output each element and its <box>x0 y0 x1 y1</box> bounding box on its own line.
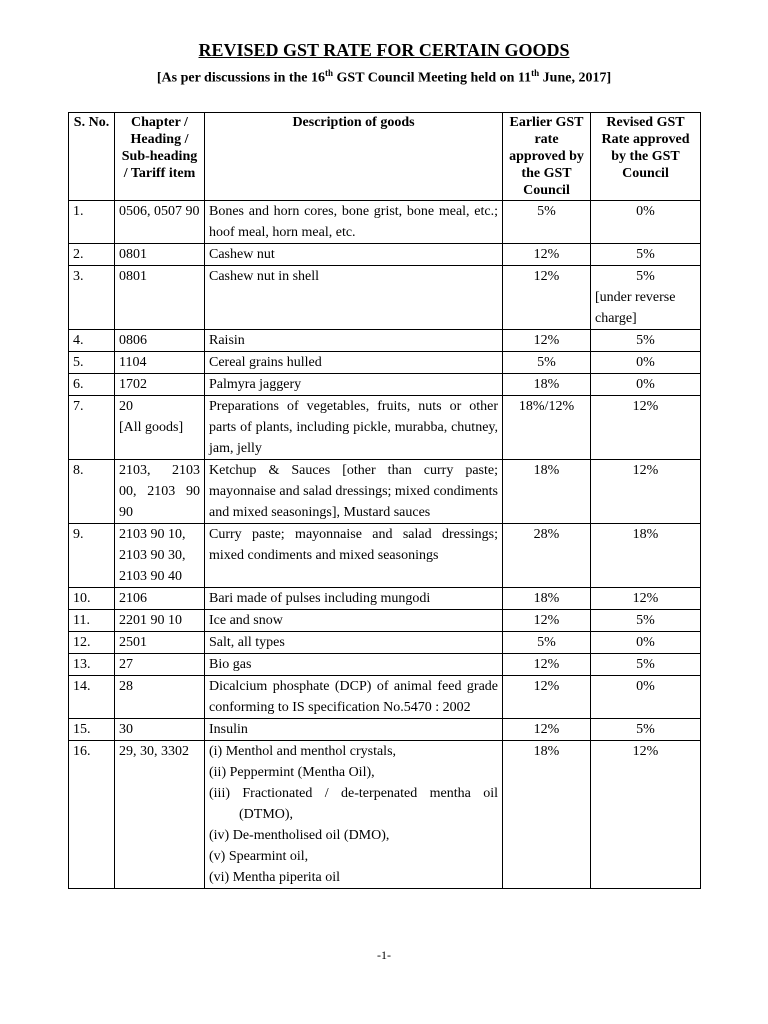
cell-description: Raisin <box>205 330 503 352</box>
cell-sno: 3. <box>69 266 115 330</box>
cell-sno: 7. <box>69 396 115 460</box>
cell-sno: 9. <box>69 524 115 588</box>
cell-description: Preparations of vegetables, fruits, nuts or other parts of plants, including pickle, murabba, chutney, jam, jelly <box>205 396 503 460</box>
table-header-row <box>69 113 701 201</box>
cell-description <box>205 741 503 889</box>
cell-earlier-rate: 12% <box>503 610 591 632</box>
cell-chapter <box>115 396 205 460</box>
table-row <box>69 719 701 741</box>
page-number: -1- <box>377 948 391 962</box>
cell-description: Cereal grains hulled <box>205 352 503 374</box>
table-row <box>69 654 701 676</box>
cell-description: Bari made of pulses including mungodi <box>205 588 503 610</box>
cell-description: Salt, all types <box>205 632 503 654</box>
list-item: (iv) De-mentholised oil (DMO), <box>209 828 390 843</box>
cell-chapter: 0801 <box>115 244 205 266</box>
cell-chapter: 1104 <box>115 352 205 374</box>
header-earlier-rate: Earlier GST rate approved by the GST Council <box>503 113 591 201</box>
document-title: REVISED GST RATE FOR CERTAIN GOODS <box>198 40 570 60</box>
table-row <box>69 632 701 654</box>
gst-rate-table <box>68 112 701 889</box>
header-revised-rate: Revised GST Rate approved by the GST Council <box>591 113 701 201</box>
table-row <box>69 741 701 889</box>
cell-chapter: 0506, 0507 90 <box>115 201 205 244</box>
cell-sno: 2. <box>69 244 115 266</box>
cell-earlier-rate: 5% <box>503 352 591 374</box>
header-description: Description of goods <box>205 113 503 201</box>
chapter-scope: [All goods] <box>119 420 184 435</box>
cell-sno: 11. <box>69 610 115 632</box>
cell-chapter: 0806 <box>115 330 205 352</box>
cell-revised-rate: 12% <box>591 396 701 460</box>
cell-chapter: 30 <box>115 719 205 741</box>
cell-revised-rate: 0% <box>591 201 701 244</box>
cell-chapter: 27 <box>115 654 205 676</box>
cell-earlier-rate: 28% <box>503 524 591 588</box>
cell-revised-rate: 12% <box>591 741 701 889</box>
list-item: (vi) Mentha piperita oil <box>209 870 341 885</box>
cell-description: Palmyra jaggery <box>205 374 503 396</box>
table-row <box>69 244 701 266</box>
table-row <box>69 610 701 632</box>
table-row <box>69 460 701 524</box>
cell-description: Dicalcium phosphate (DCP) of animal feed grade conforming to IS specification No.5470 : 2002 <box>205 676 503 719</box>
cell-revised-rate: 12% <box>591 588 701 610</box>
table-row <box>69 266 701 330</box>
cell-revised-rate: 18% <box>591 524 701 588</box>
cell-sno: 15. <box>69 719 115 741</box>
cell-revised-rate: 5% <box>591 719 701 741</box>
table-row <box>69 374 701 396</box>
cell-revised-rate: 0% <box>591 374 701 396</box>
cell-chapter: 0801 <box>115 266 205 330</box>
cell-description: Cashew nut in shell <box>205 266 503 330</box>
cell-description: Curry paste; mayonnaise and salad dressings; mixed condiments and mixed seasonings <box>205 524 503 588</box>
cell-sno: 13. <box>69 654 115 676</box>
list-item: (ii) Peppermint (Mentha Oil), <box>209 765 375 780</box>
cell-description: Cashew nut <box>205 244 503 266</box>
cell-chapter: 2201 90 10 <box>115 610 205 632</box>
table-row <box>69 201 701 244</box>
list-item: (iii) Fractionated / de-terpenated mentha oil (DTMO), <box>209 786 498 822</box>
cell-chapter: 2103 90 10, 2103 90 30, 2103 90 40 <box>115 524 205 588</box>
cell-chapter: 2103, 2103 00, 2103 90 90 <box>115 460 205 524</box>
cell-earlier-rate: 12% <box>503 244 591 266</box>
cell-earlier-rate: 18% <box>503 374 591 396</box>
cell-earlier-rate: 18% <box>503 460 591 524</box>
cell-earlier-rate: 12% <box>503 330 591 352</box>
cell-revised-rate: 5% <box>591 654 701 676</box>
cell-sno: 14. <box>69 676 115 719</box>
cell-revised-rate: 5% <box>591 244 701 266</box>
revised-rate-value: 5% <box>636 269 655 284</box>
cell-sno: 8. <box>69 460 115 524</box>
cell-earlier-rate: 5% <box>503 632 591 654</box>
cell-sno: 16. <box>69 741 115 889</box>
cell-sno: 10. <box>69 588 115 610</box>
cell-earlier-rate: 12% <box>503 266 591 330</box>
list-item: (i) Menthol and menthol crystals, <box>209 744 397 759</box>
description-sub-list <box>209 741 498 888</box>
cell-earlier-rate: 18%/12% <box>503 396 591 460</box>
table-row <box>69 352 701 374</box>
cell-sno: 4. <box>69 330 115 352</box>
list-item: (v) Spearmint oil, <box>209 849 309 864</box>
cell-chapter: 28 <box>115 676 205 719</box>
cell-description: Ice and snow <box>205 610 503 632</box>
cell-revised-rate: 0% <box>591 676 701 719</box>
cell-earlier-rate: 5% <box>503 201 591 244</box>
cell-revised-rate: 5% <box>591 610 701 632</box>
cell-revised-rate: 0% <box>591 352 701 374</box>
chapter-code: 20 <box>119 399 133 414</box>
cell-description: Insulin <box>205 719 503 741</box>
cell-chapter: 2106 <box>115 588 205 610</box>
cell-chapter: 1702 <box>115 374 205 396</box>
header-chapter: Chapter / Heading / Sub-heading / Tariff item <box>115 113 205 201</box>
cell-earlier-rate: 18% <box>503 588 591 610</box>
cell-revised-rate: 5% <box>591 330 701 352</box>
revised-rate-note: [under reverse charge] <box>595 290 676 326</box>
header-sno: S. No. <box>69 113 115 201</box>
cell-revised-rate <box>591 266 701 330</box>
cell-chapter: 29, 30, 3302 <box>115 741 205 889</box>
table-row <box>69 396 701 460</box>
table-row <box>69 524 701 588</box>
cell-revised-rate: 0% <box>591 632 701 654</box>
cell-chapter: 2501 <box>115 632 205 654</box>
cell-earlier-rate: 12% <box>503 719 591 741</box>
cell-earlier-rate: 18% <box>503 741 591 889</box>
document-subtitle: [As per discussions in the 16th GST Council Meeting held on 11th June, 2017] <box>156 68 612 86</box>
table-row <box>69 676 701 719</box>
cell-description: Ketchup & Sauces [other than curry paste; mayonnaise and salad dressings; mixed condiments and mixed seasonings], Mustard sauces <box>205 460 503 524</box>
cell-sno: 12. <box>69 632 115 654</box>
table-row <box>69 588 701 610</box>
cell-sno: 1. <box>69 201 115 244</box>
cell-earlier-rate: 12% <box>503 676 591 719</box>
cell-description: Bio gas <box>205 654 503 676</box>
cell-description: Bones and horn cores, bone grist, bone meal, etc.; hoof meal, horn meal, etc. <box>205 201 503 244</box>
cell-revised-rate: 12% <box>591 460 701 524</box>
cell-sno: 5. <box>69 352 115 374</box>
cell-sno: 6. <box>69 374 115 396</box>
table-row <box>69 330 701 352</box>
cell-earlier-rate: 12% <box>503 654 591 676</box>
